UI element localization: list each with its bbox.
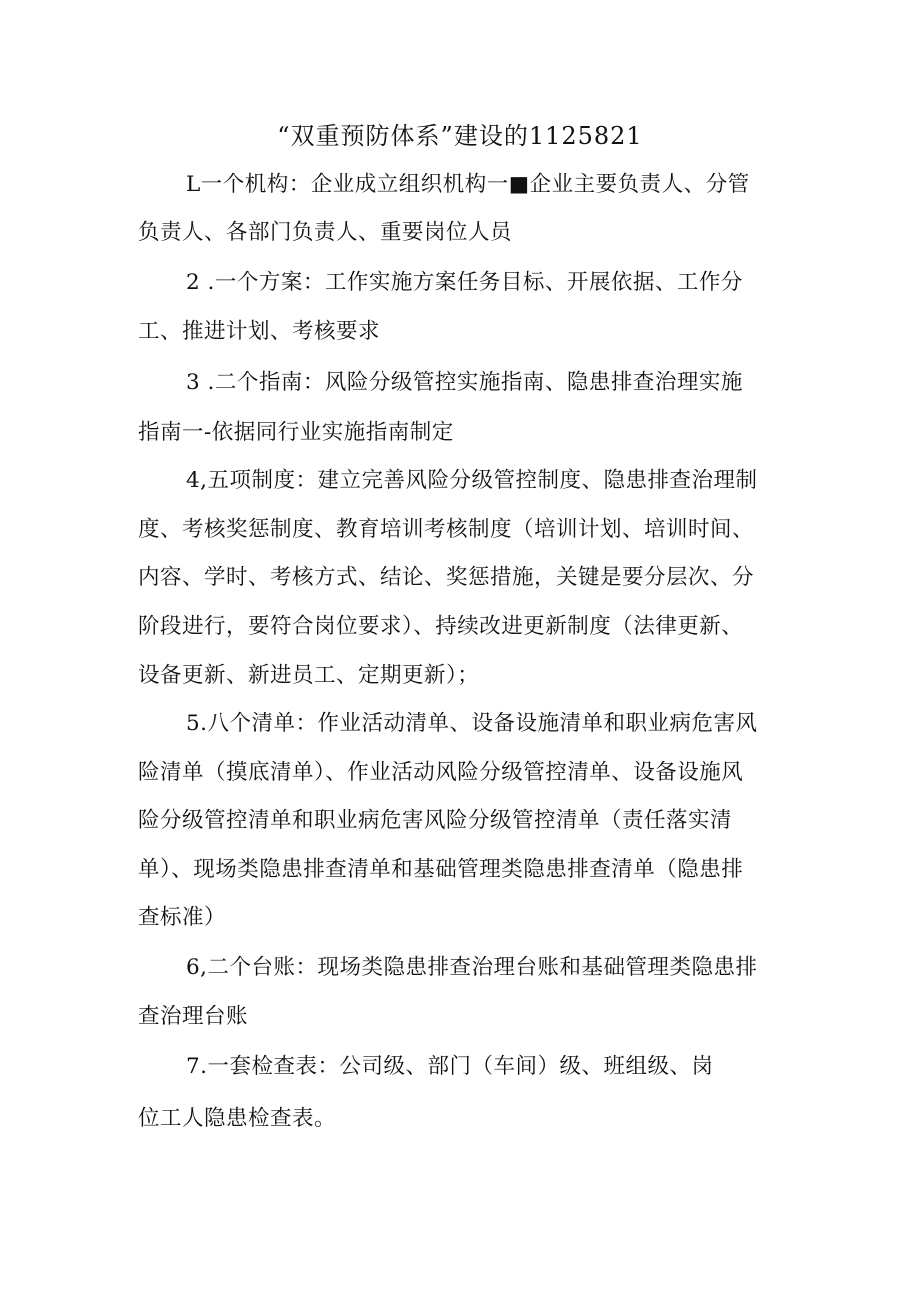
text-line: 设备更新、新进员工、定期更新）； — [138, 663, 480, 688]
text-line: 险清单（摸底清单）、作业活动风险分级管控清单、设备设施风 — [138, 760, 744, 785]
text-line: 险分级管控清单和职业病危害风险分级管控清单（责任落实清 — [138, 808, 733, 833]
text-line: 阶段进行，要符合岗位要求）、持续改进更新制度（法律更新、 — [138, 614, 744, 639]
document-title: “双重预防体系”建设的1125821 — [277, 122, 643, 150]
text-line: 查标准） — [138, 905, 227, 930]
text-line: 5.八个清单：作业活动清单、设备设施清单和职业病危害风 — [186, 711, 758, 736]
text-line: 位工人隐患检查表。 — [138, 1106, 337, 1131]
text-line: 负责人、各部门负责人、重要岗位人员 — [138, 220, 513, 245]
text-line: 4,五项制度：建立完善风险分级管控制度、隐患排查治理制 — [186, 468, 758, 493]
text-line: 工、推进计划、考核要求 — [138, 319, 381, 344]
text-line: 度、考核奖惩制度、教育培训考核制度（培训计划、培训时间、 — [138, 517, 755, 542]
text-line: 6,二个台账：现场类隐患排查治理台账和基础管理类隐患排 — [186, 955, 758, 980]
text-line: 2 .一个方案：工作实施方案任务目标、开展依据、工作分 — [186, 270, 743, 295]
text-line: 单）、现场类隐患排查清单和基础管理类隐患排查清单（隐患排 — [138, 857, 744, 882]
text-line: 3 .二个指南：风险分级管控实施指南、隐患排查治理实施 — [186, 370, 743, 395]
text-line: L一个机构：企业成立组织机构一■企业主要负责人、分管 — [186, 172, 750, 197]
text-line: 内容、学时、考核方式、结论、奖惩措施，关键是要分层次、分 — [138, 565, 755, 590]
text-line: 7.一套检查表：公司级、部门（车间）级、班组级、岗 — [186, 1054, 714, 1079]
text-line: 指南一-依据同行业实施指南制定 — [138, 420, 454, 445]
text-line: 查治理台账 — [138, 1004, 249, 1029]
